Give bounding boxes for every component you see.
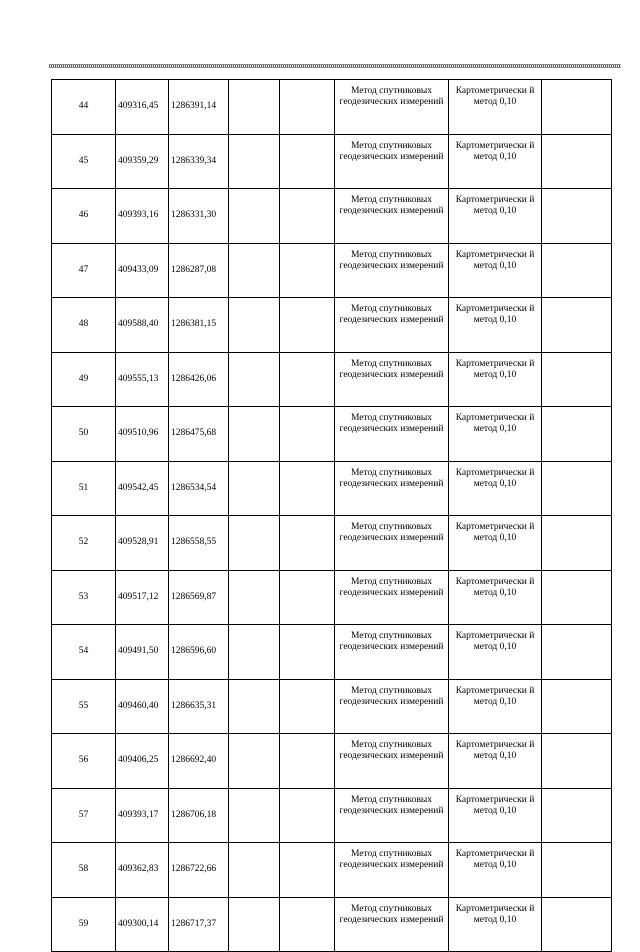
y-coordinate-cell: 1286692,40 bbox=[169, 734, 229, 789]
x-coordinate-cell: 409316,45 bbox=[116, 80, 169, 135]
empty-cell bbox=[542, 352, 612, 407]
method-cell: Метод спутниковых геодезических измерений bbox=[335, 352, 449, 407]
point-number-cell: 52 bbox=[52, 516, 116, 571]
x-coordinate-cell: 409528,91 bbox=[116, 516, 169, 571]
table-row bbox=[52, 516, 612, 571]
table-row bbox=[52, 679, 612, 734]
x-coordinate-cell: 409406,25 bbox=[116, 734, 169, 789]
method-cell: Метод спутниковых геодезических измерений bbox=[335, 298, 449, 353]
empty-cell bbox=[280, 516, 335, 571]
point-number-cell: 50 bbox=[52, 407, 116, 462]
point-number-cell: 59 bbox=[52, 897, 116, 952]
empty-cell bbox=[280, 298, 335, 353]
y-coordinate-cell: 1286569,87 bbox=[169, 570, 229, 625]
point-number-cell: 54 bbox=[52, 625, 116, 680]
y-coordinate-cell: 1286706,18 bbox=[169, 788, 229, 843]
empty-cell bbox=[229, 788, 280, 843]
table-row bbox=[52, 570, 612, 625]
accuracy-cell: Картометрически й метод 0,10 bbox=[449, 679, 542, 734]
table-row bbox=[52, 788, 612, 843]
empty-cell bbox=[229, 243, 280, 298]
x-coordinate-cell: 409393,16 bbox=[116, 189, 169, 244]
empty-cell bbox=[280, 407, 335, 462]
x-coordinate-cell: 409555,13 bbox=[116, 352, 169, 407]
empty-cell bbox=[542, 134, 612, 189]
table-row bbox=[52, 407, 612, 462]
x-coordinate-cell: 409542,45 bbox=[116, 461, 169, 516]
empty-cell bbox=[280, 352, 335, 407]
method-cell: Метод спутниковых геодезических измерений bbox=[335, 843, 449, 898]
empty-cell bbox=[542, 897, 612, 952]
empty-cell bbox=[542, 516, 612, 571]
accuracy-cell: Картометрически й метод 0,10 bbox=[449, 189, 542, 244]
empty-cell bbox=[542, 298, 612, 353]
empty-cell bbox=[280, 134, 335, 189]
accuracy-cell: Картометрически й метод 0,10 bbox=[449, 407, 542, 462]
table-row bbox=[52, 80, 612, 135]
table-row bbox=[52, 243, 612, 298]
y-coordinate-cell: 1286391,14 bbox=[169, 80, 229, 135]
empty-cell bbox=[229, 897, 280, 952]
empty-cell bbox=[229, 516, 280, 571]
method-cell: Метод спутниковых геодезических измерений bbox=[335, 570, 449, 625]
y-coordinate-cell: 1286558,55 bbox=[169, 516, 229, 571]
empty-cell bbox=[229, 298, 280, 353]
x-coordinate-cell: 409517,12 bbox=[116, 570, 169, 625]
table-row bbox=[52, 843, 612, 898]
accuracy-cell: Картометрически й метод 0,10 bbox=[449, 843, 542, 898]
point-number-cell: 55 bbox=[52, 679, 116, 734]
point-number-cell: 46 bbox=[52, 189, 116, 244]
empty-cell bbox=[229, 352, 280, 407]
method-cell: Метод спутниковых геодезических измерений bbox=[335, 734, 449, 789]
empty-cell bbox=[542, 461, 612, 516]
method-cell: Метод спутниковых геодезических измерений bbox=[335, 788, 449, 843]
coordinates-table bbox=[51, 79, 612, 952]
y-coordinate-cell: 1286534,54 bbox=[169, 461, 229, 516]
empty-cell bbox=[542, 734, 612, 789]
y-coordinate-cell: 1286381,15 bbox=[169, 298, 229, 353]
empty-cell bbox=[280, 734, 335, 789]
y-coordinate-cell: 1286722,66 bbox=[169, 843, 229, 898]
y-coordinate-cell: 1286635,31 bbox=[169, 679, 229, 734]
accuracy-cell: Картометрически й метод 0,10 bbox=[449, 570, 542, 625]
empty-cell bbox=[229, 407, 280, 462]
point-number-cell: 49 bbox=[52, 352, 116, 407]
empty-cell bbox=[542, 407, 612, 462]
header-rule bbox=[49, 64, 621, 68]
y-coordinate-cell: 1286475,68 bbox=[169, 407, 229, 462]
empty-cell bbox=[542, 788, 612, 843]
accuracy-cell: Картометрически й метод 0,10 bbox=[449, 897, 542, 952]
accuracy-cell: Картометрически й метод 0,10 bbox=[449, 243, 542, 298]
method-cell: Метод спутниковых геодезических измерений bbox=[335, 134, 449, 189]
x-coordinate-cell: 409491,50 bbox=[116, 625, 169, 680]
point-number-cell: 45 bbox=[52, 134, 116, 189]
empty-cell bbox=[280, 625, 335, 680]
empty-cell bbox=[542, 189, 612, 244]
point-number-cell: 51 bbox=[52, 461, 116, 516]
point-number-cell: 53 bbox=[52, 570, 116, 625]
accuracy-cell: Картометрически й метод 0,10 bbox=[449, 80, 542, 135]
method-cell: Метод спутниковых геодезических измерений bbox=[335, 407, 449, 462]
method-cell: Метод спутниковых геодезических измерений bbox=[335, 897, 449, 952]
x-coordinate-cell: 409588,40 bbox=[116, 298, 169, 353]
y-coordinate-cell: 1286331,30 bbox=[169, 189, 229, 244]
method-cell: Метод спутниковых геодезических измерений bbox=[335, 625, 449, 680]
point-number-cell: 56 bbox=[52, 734, 116, 789]
y-coordinate-cell: 1286596,60 bbox=[169, 625, 229, 680]
table-row bbox=[52, 298, 612, 353]
accuracy-cell: Картометрически й метод 0,10 bbox=[449, 516, 542, 571]
empty-cell bbox=[229, 625, 280, 680]
empty-cell bbox=[229, 461, 280, 516]
point-number-cell: 44 bbox=[52, 80, 116, 135]
accuracy-cell: Картометрически й метод 0,10 bbox=[449, 788, 542, 843]
point-number-cell: 58 bbox=[52, 843, 116, 898]
accuracy-cell: Картометрически й метод 0,10 bbox=[449, 134, 542, 189]
table-row bbox=[52, 134, 612, 189]
empty-cell bbox=[280, 843, 335, 898]
empty-cell bbox=[229, 843, 280, 898]
y-coordinate-cell: 1286717,37 bbox=[169, 897, 229, 952]
empty-cell bbox=[542, 570, 612, 625]
x-coordinate-cell: 409510,96 bbox=[116, 407, 169, 462]
x-coordinate-cell: 409300,14 bbox=[116, 897, 169, 952]
empty-cell bbox=[229, 679, 280, 734]
empty-cell bbox=[542, 679, 612, 734]
empty-cell bbox=[542, 243, 612, 298]
empty-cell bbox=[280, 461, 335, 516]
accuracy-cell: Картометрически й метод 0,10 bbox=[449, 352, 542, 407]
table-row bbox=[52, 734, 612, 789]
empty-cell bbox=[229, 80, 280, 135]
table-row bbox=[52, 897, 612, 952]
x-coordinate-cell: 409393,17 bbox=[116, 788, 169, 843]
accuracy-cell: Картометрически й метод 0,10 bbox=[449, 461, 542, 516]
empty-cell bbox=[280, 80, 335, 135]
empty-cell bbox=[280, 243, 335, 298]
accuracy-cell: Картометрически й метод 0,10 bbox=[449, 298, 542, 353]
method-cell: Метод спутниковых геодезических измерений bbox=[335, 461, 449, 516]
empty-cell bbox=[229, 734, 280, 789]
table-row bbox=[52, 625, 612, 680]
point-number-cell: 48 bbox=[52, 298, 116, 353]
table-row bbox=[52, 352, 612, 407]
empty-cell bbox=[542, 80, 612, 135]
y-coordinate-cell: 1286426,06 bbox=[169, 352, 229, 407]
x-coordinate-cell: 409359,29 bbox=[116, 134, 169, 189]
method-cell: Метод спутниковых геодезических измерений bbox=[335, 679, 449, 734]
y-coordinate-cell: 1286339,34 bbox=[169, 134, 229, 189]
method-cell: Метод спутниковых геодезических измерений bbox=[335, 243, 449, 298]
method-cell: Метод спутниковых геодезических измерений bbox=[335, 189, 449, 244]
empty-cell bbox=[280, 897, 335, 952]
x-coordinate-cell: 409433,09 bbox=[116, 243, 169, 298]
empty-cell bbox=[280, 788, 335, 843]
method-cell: Метод спутниковых геодезических измерений bbox=[335, 80, 449, 135]
table-row bbox=[52, 189, 612, 244]
empty-cell bbox=[229, 189, 280, 244]
point-number-cell: 57 bbox=[52, 788, 116, 843]
empty-cell bbox=[542, 625, 612, 680]
method-cell: Метод спутниковых геодезических измерений bbox=[335, 516, 449, 571]
empty-cell bbox=[229, 134, 280, 189]
empty-cell bbox=[280, 189, 335, 244]
empty-cell bbox=[280, 679, 335, 734]
point-number-cell: 47 bbox=[52, 243, 116, 298]
x-coordinate-cell: 409362,83 bbox=[116, 843, 169, 898]
y-coordinate-cell: 1286287,08 bbox=[169, 243, 229, 298]
empty-cell bbox=[542, 843, 612, 898]
empty-cell bbox=[280, 570, 335, 625]
accuracy-cell: Картометрически й метод 0,10 bbox=[449, 734, 542, 789]
x-coordinate-cell: 409460,40 bbox=[116, 679, 169, 734]
table-body bbox=[52, 80, 612, 952]
table-row bbox=[52, 461, 612, 516]
empty-cell bbox=[229, 570, 280, 625]
accuracy-cell: Картометрически й метод 0,10 bbox=[449, 625, 542, 680]
